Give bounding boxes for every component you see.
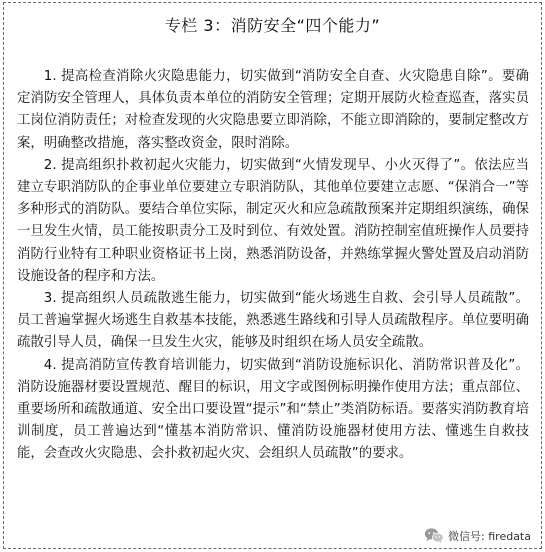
paragraph-1: 1. 提高检查消除火灾隐患能力，切实做到“消防安全自查、火灾隐患自除”。要确定消防安全管理人，具体负责本单位的消防安全管理；定期开展防火检查巡查，落实员工岗位消防责任；对检查发现的火灾隐患要立即消除，不能立即消除的，要制定整改方案，明确整改措施，落实整改资金，限时消除。 <box>17 69 529 151</box>
box-body <box>17 66 529 466</box>
paragraph-3: 3. 提高组织人员疏散逃生能力，切实做到“能火场逃生自救、会引导人员疏散”。员工普遍掌握火场逃生自救基本技能，熟悉逃生路线和引导人员疏散程序。单位要明确疏散引导人员，确保一旦发生火灾，能够及时组织在场人员安全疏散。 <box>17 291 529 351</box>
wechat-watermark <box>424 527 531 544</box>
paragraph-4: 4. 提高消防宣传教育培训能力，切实做到“消防设施标识化、消防常识普及化”。消防设施器材要设置规范、醒目的标识，用文字或图例标明操作使用方法；重点部位、重要场所和疏散通道、安全出口要设置“提示”和“禁止”类消防标语。要落实消防教育培训制度，员工普遍达到“懂基本消防常识、懂消防设施器材使用方法、懂逃生自救技能，会查改火灾隐患、会扑救初起火灾、会组织人员疏散”的要求。 <box>17 357 529 462</box>
paragraph-2: 2. 提高组织扑救初起火灾能力，切实做到“火情发现早、小火灭得了”。依法应当建立专职消防队的企事业单位要建立专职消防队，其他单位要建立志愿、“保消合一”等多种形式的消防队。要结合单位实际，制定灭火和应急疏散预案并定期组织演练，确保一旦发生火情，员工能按职责分工及时到位、有效处置。消防控制室值班操作人员要持消防行业特有工种职业资格证书上岗，熟悉消防设备，并熟练掌握火警处置及启动消防设施设备的程序和方法。 <box>17 157 529 284</box>
wechat-icon <box>424 527 444 544</box>
box-title: 专栏 3：消防安全“四个能力” <box>164 16 381 35</box>
watermark-text: 微信号: firedata <box>448 529 531 543</box>
feature-box <box>3 2 542 549</box>
